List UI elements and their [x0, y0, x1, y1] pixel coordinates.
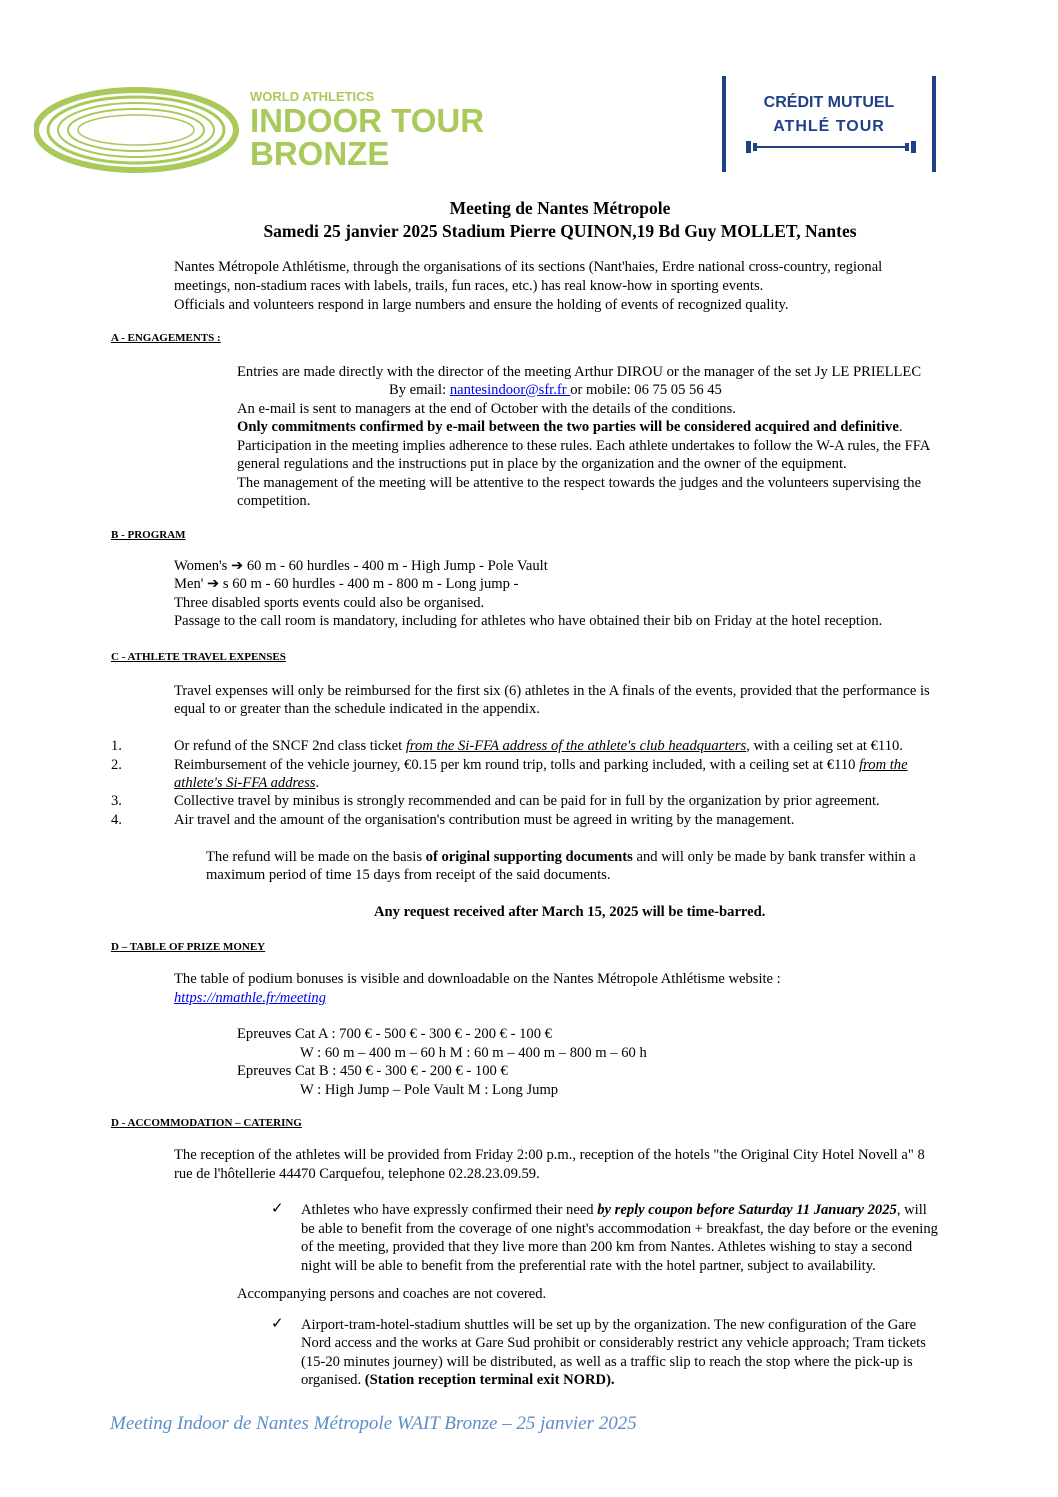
- bullet-1-line-3: of the meeting, provided that they live more than 200 km from Nantes. Athletes wishing to stay a second: [301, 1239, 913, 1255]
- email-label: By email:: [389, 382, 450, 398]
- bullet-1-line-1: [301, 1201, 927, 1220]
- section-c-heading: C - ATHLETE TRAVEL EXPENSES: [111, 651, 286, 663]
- commitment-notice: Only commitments confirmed by e-mail between the two parties will be considered acquired and definitive: [237, 419, 899, 435]
- section-a-contact-line: [389, 381, 722, 400]
- page-footer: Meeting Indoor de Nantes Métropole WAIT Bronze – 25 janvier 2025: [110, 1413, 637, 1434]
- meeting-website-link[interactable]: https://nmathle.fr/meeting: [174, 990, 327, 1006]
- men-events: s 60 m - 60 hurdles - 400 m - 800 m - Long jump -: [219, 576, 519, 592]
- logo-text-indoor-tour: INDOOR TOUR: [250, 102, 485, 139]
- prize-intro: The table of podium bonuses is visible and downloadable on the Nantes Métropole Athlétisme website :: [174, 971, 781, 987]
- bullet-emphasis: (Station reception terminal exit NORD).: [364, 1372, 615, 1388]
- arrow-right-icon: ➔: [231, 558, 244, 574]
- prize-cat-a-events: W : 60 m – 400 m – 60 h M : 60 m – 400 m – 800 m – 60 h: [300, 1045, 647, 1061]
- item-text-end: , with a ceiling set at €110.: [746, 738, 903, 754]
- period: .: [898, 419, 903, 435]
- barbell-icon: [746, 140, 916, 154]
- world-athletics-indoor-tour-logo: [34, 86, 524, 176]
- accompanying-note: Accompanying persons and coaches are not covered.: [237, 1286, 547, 1302]
- arrow-right-icon: ➔: [207, 576, 220, 592]
- intro-line-3: Officials and volunteers respond in large numbers and ensure the holding of events of recognized quality.: [174, 297, 789, 313]
- deadline-notice: Any request received after March 15, 2025 will be time-barred.: [374, 904, 766, 920]
- prize-cat-a: Epreuves Cat A : 700 € - 500 € - 300 € - 200 € - 100 €: [237, 1026, 552, 1042]
- section-a-line-5: Participation in the meeting implies adherence to these rules. Each athlete undertakes to follow the W-A rules, the FFA: [237, 438, 931, 454]
- bullet-2-line-2: Nord access and the works at Gare Sud prohibit or considerably restrict any vehicle approach; Tram tickets: [301, 1335, 926, 1351]
- bullet-2-line-4: [301, 1371, 615, 1390]
- intro-line-2: meetings, non-stadium races with labels, trails, fun races, etc.) has real know-how in sporting events.: [174, 278, 764, 294]
- accommodation-line-2: rue de l'hôtellerie 44470 Carquefou, telephone 02.28.23.09.59.: [174, 1166, 540, 1182]
- bullet-emphasis: by reply coupon before Saturday 11 January 2025: [597, 1202, 897, 1218]
- item-text: Reimbursement of the vehicle journey, €0.15 per km round trip, tolls and parking included, with a ceiling set at €110: [174, 757, 860, 773]
- women-label: Women's: [174, 558, 231, 574]
- item-emphasis: athlete's Si-FFA address: [174, 775, 316, 791]
- refund-text-end: and will only be made by bank transfer within a: [632, 849, 916, 865]
- accommodation-line-1: The reception of the athletes will be provided from Friday 2:00 p.m., reception of the hotels "the Original City Hotel Novell a" 8: [174, 1147, 925, 1163]
- item-emphasis: from the: [859, 757, 908, 773]
- bullet-2-line-3: (15-20 minutes journey) will be distributed, as well as a traffic slip to reach the stop where the pick-up is: [301, 1354, 913, 1370]
- section-d-prize-heading: D – TABLE OF PRIZE MONEY: [111, 941, 266, 953]
- section-a-line-7: The management of the meeting will be attentive to the respect towards the judges and the volunteers supervising the: [237, 475, 922, 491]
- intro-line-1: Nantes Métropole Athlétisme, through the organisations of its sections (Nant'haies, Erdre national cross-country, regional: [174, 259, 883, 275]
- program-men: [174, 575, 518, 594]
- mobile-text: or mobile: 06 75 05 56 45: [570, 382, 722, 398]
- section-a-line-3: An e-mail is sent to managers at the end of October with the details of the conditions.: [237, 401, 736, 417]
- bullet-1-line-2: be able to benefit from the coverage of one night's accommodation + breakfast, the day before or the evening: [301, 1221, 938, 1237]
- logo-text-bronze: BRONZE: [250, 135, 390, 172]
- section-a-line-4: [237, 418, 902, 437]
- list-item-number: 3.: [111, 793, 122, 809]
- section-b-heading: B - PROGRAM: [111, 529, 186, 541]
- program-line-4: Passage to the call room is mandatory, including for athletes who have obtained their bib on Friday at the hotel reception.: [174, 613, 883, 629]
- refund-text: The refund will be made on the basis: [206, 849, 426, 865]
- list-item: [174, 756, 908, 775]
- list-item: [174, 737, 903, 756]
- logo-text-credit-mutuel: CRÉDIT MUTUEL: [763, 94, 895, 111]
- women-events: 60 m - 60 hurdles - 400 m - High Jump - Pole Vault: [243, 558, 548, 574]
- bullet-text-end: , will: [896, 1202, 927, 1218]
- checkmark-icon: ✓: [271, 1201, 284, 1217]
- bullet-text: Athletes who have expressly confirmed their need: [301, 1202, 598, 1218]
- document-subtitle: Samedi 25 janvier 2025 Stadium Pierre QUINON,19 Bd Guy MOLLET, Nantes: [263, 221, 857, 241]
- section-a-line-6: general regulations and the instructions put in place by the organization and the owner of the equipment.: [237, 456, 847, 472]
- refund-emphasis: of original supporting documents: [425, 849, 633, 865]
- list-item: Collective travel by minibus is strongly recommended and can be paid for in full by the organization by prior agreement.: [174, 793, 880, 809]
- men-label: Men': [174, 576, 208, 592]
- refund-line-2: maximum period of time 15 days from receipt of the said documents.: [206, 867, 611, 883]
- section-a-line-8: competition.: [237, 493, 311, 509]
- document-title: Meeting de Nantes Métropole: [449, 198, 671, 218]
- refund-line-1: [206, 848, 916, 867]
- logo-text-world-athletics: WORLD ATHLETICS: [250, 89, 375, 104]
- prize-cat-b: Epreuves Cat B : 450 € - 300 € - 200 € - 100 €: [237, 1063, 508, 1079]
- travel-intro-2: equal to or greater than the schedule indicated in the appendix.: [174, 701, 540, 717]
- prize-cat-b-events: W : High Jump – Pole Vault M : Long Jump: [300, 1082, 559, 1098]
- list-item-continuation: [174, 774, 319, 793]
- prize-link-line: [174, 989, 326, 1008]
- bullet-2-line-1: Airport-tram-hotel-stadium shuttles will be set up by the organization. The new configuration of the Gare: [301, 1317, 917, 1333]
- list-item: Air travel and the amount of the organisation's contribution must be agreed in writing by the management.: [174, 812, 795, 828]
- list-item-number: 4.: [111, 812, 122, 828]
- program-women: [174, 557, 548, 576]
- email-link[interactable]: nantesindoor@sfr.fr: [449, 382, 571, 398]
- section-a-heading: A - ENGAGEMENTS :: [111, 332, 221, 344]
- item-emphasis: from the Si-FFA address of the athlete's club headquarters: [405, 738, 747, 754]
- bullet-1-line-4: night will be able to benefit from the preferential rate with the hotel partner, subject to availability.: [301, 1258, 876, 1274]
- logo-text-athle-tour: ATHLÉ TOUR: [773, 118, 885, 135]
- item-text-end: .: [315, 775, 320, 791]
- section-d-accommodation-heading: D - ACCOMMODATION – CATERING: [111, 1117, 302, 1129]
- credit-mutuel-athle-tour-logo: [722, 76, 936, 172]
- checkmark-icon: ✓: [271, 1316, 284, 1332]
- bullet-text: organised.: [301, 1372, 365, 1388]
- program-line-3: Three disabled sports events could also be organised.: [174, 595, 485, 611]
- list-item-number: 2.: [111, 757, 122, 773]
- section-a-line-1: Entries are made directly with the director of the meeting Arthur DIROU or the manager of the set Jy LE PRIELLEC: [237, 364, 922, 380]
- list-item-number: 1.: [111, 738, 122, 754]
- stadium-oval-icon: [34, 86, 244, 176]
- item-text: Or refund of the SNCF 2nd class ticket: [174, 738, 406, 754]
- travel-intro-1: Travel expenses will only be reimbursed for the first six (6) athletes in the A finals of the events, provided that the performance is: [174, 683, 930, 699]
